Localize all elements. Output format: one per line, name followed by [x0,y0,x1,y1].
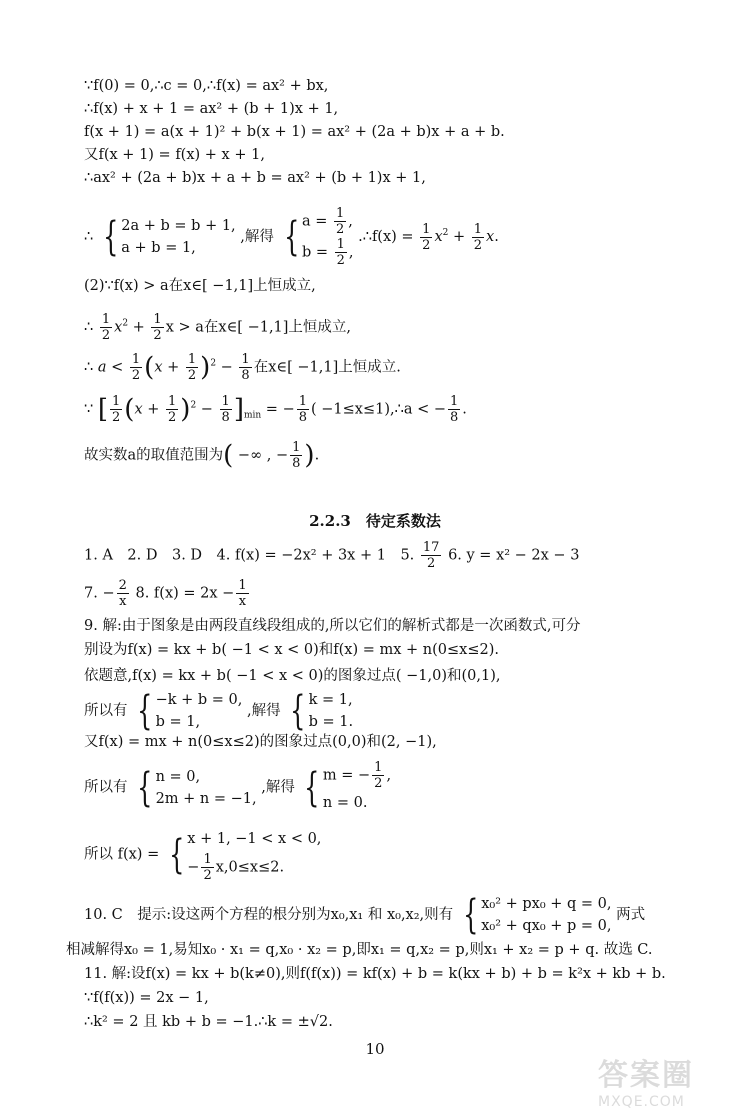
q9-piecewise: 所以 f(x) = { x + 1, −1 < x < 0, − $\frac{1}{2}$ x,0≤x≤2. [84,831,322,883]
line-9: ∴ a < $\frac{1}{2}$ (x + $\frac{1}{2}$ )$^2$ − $\frac{1}{8}$ 在x∈[ −1,1]上恒成立. [84,352,401,383]
watermark-logo: 答案圈 MXQE.COM [598,1058,694,1110]
q9-line-2: 别设为f(x) = kx + b( −1 < x < 0)和f(x) = mx + n(0≤x≤2). [84,642,499,658]
system-row-2: a + b = 1, [121,240,196,256]
q9-line-5: 又f(x) = mx + n(0≤x≤2)的图象过点(0,0)和(2, −1), [84,734,437,750]
solution-system: { a = $\frac{1}{2}$ , b = $\frac{1}{2}$ , [283,206,354,268]
q11-line-2: ∵f(f(x)) = 2x − 1, [84,990,209,1006]
line-2: ∴f(x) + x + 1 = ax² + (b + 1)x + 1, [84,101,339,117]
q10-line-1: 10. C 提示:设这两个方程的根分别为x₀,x₁ 和 x₀,x₂,则有 { x₀² + px₀ + q = 0, x₀² + qx₀ + p = 0, 两式 [84,892,646,938]
line-4: 又f(x + 1) = f(x) + x + 1, [84,147,265,163]
line-6-system: ∴ { 2a + b = b + 1, a + b = 1, ,解得 { a = $\frac{1}{2}$ , b = $\frac{1}{2}$ , .∴f(x) = $\frac{1}{2}$ $x^2$ + $\frac{1}{2}$ x. [84,206,499,268]
line-7: (2)∵f(x) > a在x∈[ −1,1]上恒成立, [84,278,316,294]
line-3: f(x + 1) = a(x + 1)² + b(x + 1) = ax² + (2a + b)x + a + b. [84,124,505,140]
system-row-1: 2a + b = b + 1, [121,218,236,234]
q9-line-1: 9. 解:由于图象是由两段直线段组成的,所以它们的解析式都是一次函数式,可分 [84,618,581,634]
line-10: ∵ [ $\frac{1}{2}$ (x + $\frac{1}{2}$ )$^2$ − $\frac{1}{8}$ ]$_{min}$ = − $\frac{1}{8}$ ( −1≤x≤1),∴a < − $\frac{1}{8}$ . [84,394,467,425]
q9-system-1: 所以有 { −k + b = 0, b = 1, ,解得 { k = 1, b = 1. [84,688,354,734]
line-5: ∴ax² + (2a + b)x + a + b = ax² + (b + 1)x + 1, [84,170,426,186]
q11-line-1: 11. 解:设f(x) = kx + b(k≠0),则f(f(x)) = kf(x) + b = k(kx + b) + b = k²x + kb + b. [84,966,666,982]
equation-system: { 2a + b = b + 1, a + b = 1, [102,214,236,260]
answers-1-6: 1. A 2. D 3. D 4. f(x) = −2x² + 3x + 1 5. $\frac{17}{2}$ 6. y = x² − 2x − 3 [84,540,580,571]
q9-line-3: 依题意,f(x) = kx + b( −1 < x < 0)的图象过点( −1,0)和(0,1), [84,668,501,684]
line-11: 故实数a的取值范围为( −∞ , − $\frac{1}{8}$ ). [84,440,320,471]
q11-line-3: ∴k² = 2 且 kb + b = −1.∴k = ±√2. [84,1014,333,1030]
answers-7-8: 7. − $\frac{2}{x}$ 8. f(x) = 2x − $\frac{1}{x}$ [84,578,247,609]
section-title: 2.2.3 待定系数法 [309,512,441,530]
line-8: ∴ $\frac{1}{2}$ $x^2$ + $\frac{1}{2}$ x > a在x∈[ −1,1]上恒成立, [84,312,352,343]
line-1: ∵f(0) = 0,∴c = 0,∴f(x) = ax² + bx, [84,78,329,94]
page-number: 10 [365,1040,385,1058]
solve-label: ,解得 [240,229,274,245]
q9-system-2: 所以有 { n = 0, 2m + n = −1, ,解得 { m = − $\frac{1}{2}$ , n = 0. [84,760,392,811]
q10-line-2: 相减解得x₀ = 1,易知x₀ · x₁ = q,x₀ · x₂ = p,即x₁ = q,x₂ = p,则x₁ + x₂ = p + q. 故选 C. [66,942,653,958]
